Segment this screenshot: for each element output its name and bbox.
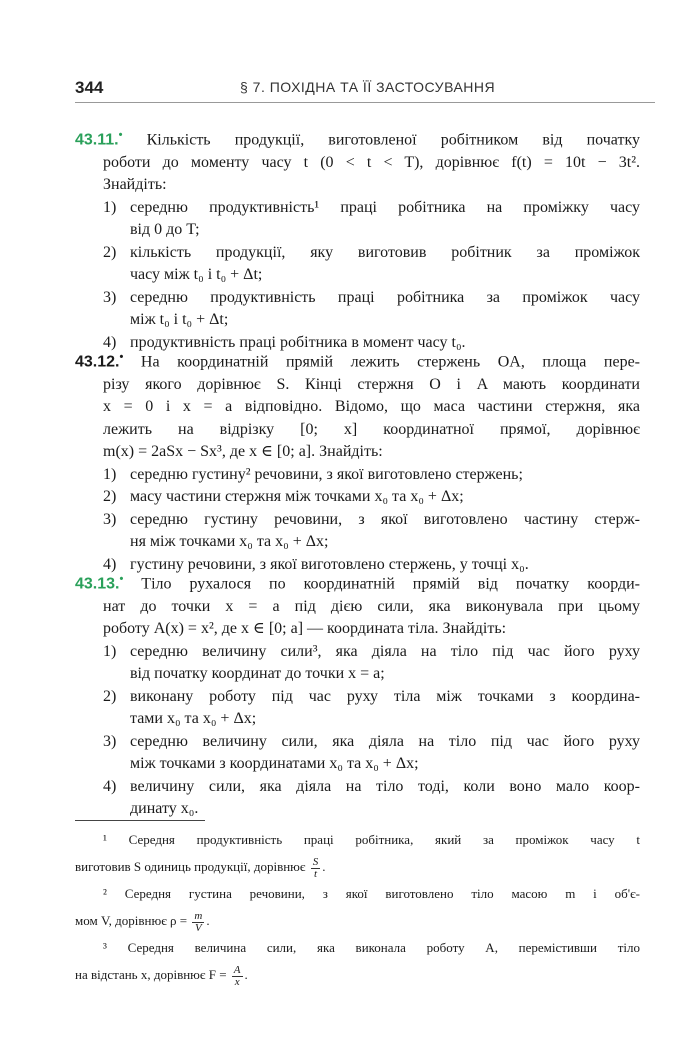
problem-line: нат до точки x = a під дією сили, яка виконувала при цьому [103,597,640,615]
problem-line: 43.13.• Тіло рухалося по координатній прямій від початку коорди- [75,573,641,593]
page-header [75,78,655,102]
section-title: § 7. ПОХІДНА ТА ЇЇ ЗАСТОСУВАННЯ [240,79,496,95]
problem-line: Знайдіть: [103,176,167,194]
task-item: 3) середню густину речовини, з якої виготовлено частину стерж- ня між точками x₀ та x₀ + Δx; [103,510,640,551]
task-item: 4) величину сили, яка діяла на тіло тоді, коли воно мало коор- динату x₀. [103,777,640,818]
task-list [75,464,640,577]
task-item: 3) середню величину сили, яка діяла на тіло під час його руху між точками з координатами x₀ та x₀ + Δx; [103,732,640,773]
problem-line: роботу A(x) = x², де x ∈ [0; a] — координата тіла. Знайдіть: [103,620,507,638]
footnote-1: ¹ Середня продуктивність праці робітника, який за проміжок часу t виготовив S одиниць продукції, дорівнює $\frac{S}{t}$ . [75,832,641,880]
task-list [75,197,640,355]
task-item: 3) середню продуктивність праці робітника за проміжок часу між t₀ і t₀ + Δt; [103,288,640,329]
task-list [75,641,640,821]
footnote-divider [75,820,205,821]
problem-line: 43.11.• Кількість продукції, виготовленої робітником від початку [75,129,641,149]
task-item: 2) виконану роботу під час руху тіла між точками з координа- тами x₀ та x₀ + Δx; [103,687,640,728]
problem-number: 43.12. [75,353,120,371]
problem-line: різу якого дорівнює S. Кінці стержня O і A мають координати [103,375,640,393]
task-item: 2) масу частини стержня між точками x₀ та x₀ + Δx; [103,488,464,506]
problem-line: лежить на відрізку [0; x] координатної прямої, дорівнює [103,420,640,438]
task-item: 4) продуктивність праці робітника в момент часу t₀. [103,333,466,351]
footnote-2: ² Середня густина речовини, з якої виготовлено тіло масою m і об'є- мом V, дорівнює ρ = $\frac{m}{V}$ . [75,886,640,934]
header-divider [75,102,655,103]
task-item: 4) густину речовини, з якої виготовлено стержень, у точці x₀. [103,555,529,573]
problem-line: m(x) = 2aSx − Sx³, де x ∈ [0; a]. Знайдіть: [103,443,383,461]
fraction: $\frac{S}{t}$ [312,855,319,880]
page-number: 344 [75,78,104,97]
problem-43-12 [75,346,640,576]
task-item: 1) середню густину² речовини, з якої виготовлено стержень; [103,465,523,483]
problem-line: x = 0 і x = a відповідно. Відомо, що маса частини стержня, яка [103,398,640,416]
task-item: 2) кількість продукції, яку виготовив робітник за проміжок часу між t₀ і t₀ + Δt; [103,243,640,284]
problem-43-13 [75,568,640,821]
task-item: 1) середню величину сили³, яка діяла на тіло під час його руху від початку координат до точки x = a; [103,642,640,683]
problem-number: 43.11. [75,131,119,149]
footnote-3: ³ Середня величина сили, яка виконала роботу A, перемістивши тіло на відстань x, дорівнює F = $\frac{A}{x}$ . [75,940,641,988]
problem-line: 43.12.• На координатній прямій лежить стержень OA, площа пере- [75,351,641,371]
task-item: 1) середню продуктивність¹ праці робітника на проміжку часу від 0 до T; [103,198,640,239]
footnotes [75,826,640,988]
fraction: $\frac{m}{V}$ [194,909,203,934]
problem-number: 43.13. [75,575,120,593]
problem-43-11 [75,124,640,354]
problem-line: роботи до моменту часу t (0 < t < T), дорівнює f(t) = 10t − 3t². [103,153,640,171]
fraction: $\frac{A}{x}$ [233,963,241,988]
